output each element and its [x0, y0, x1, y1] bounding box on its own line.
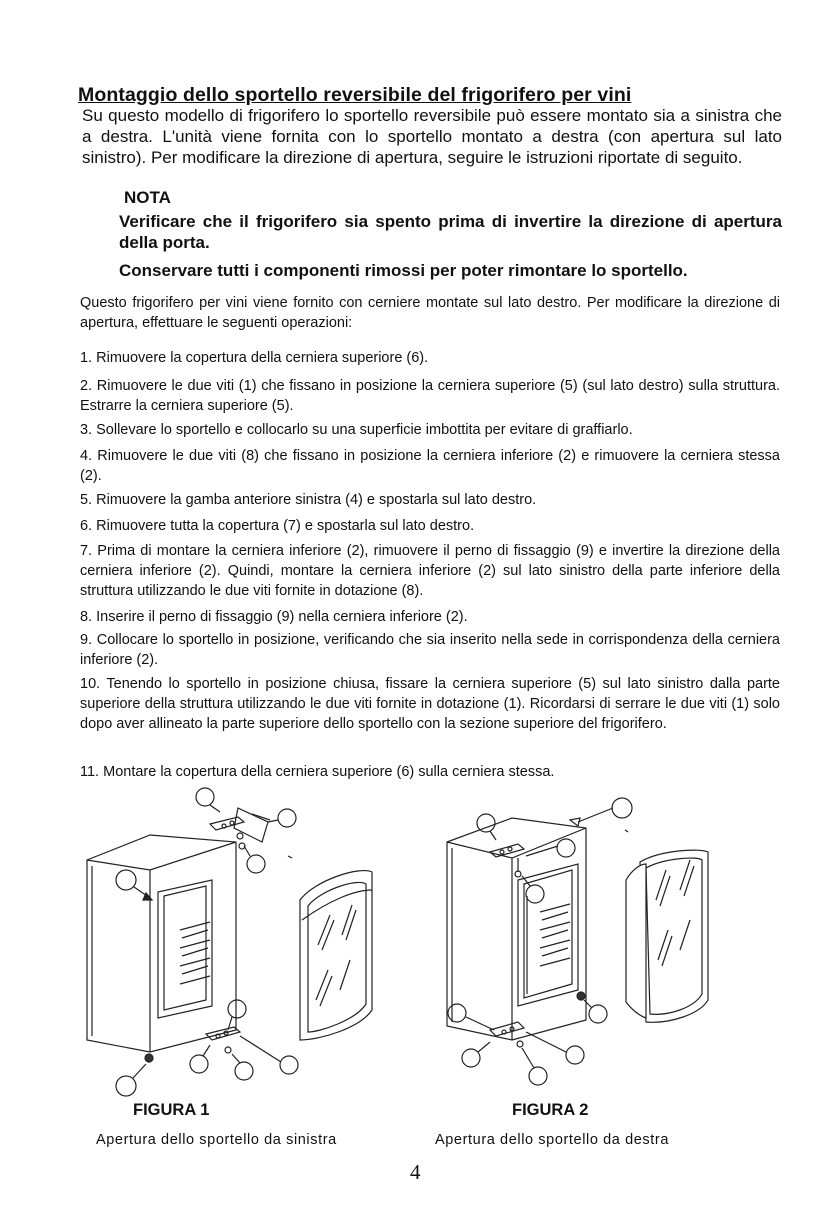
figure-2-label: FIGURA 2 [512, 1101, 589, 1119]
step-9: 9. Collocare lo sportello in posizione, verificando che sia inserito nella sede in corrispondenza della cerniera inferiore (2). [80, 632, 780, 668]
step-6: 6. Rimuovere tutta la copertura (7) e spostarla sul lato destro. [80, 518, 475, 534]
note-heading: NOTA [124, 188, 171, 207]
intro-paragraph: Su questo modello di frigorifero lo sportello reversibile può essere montato sia a sinistra che a destra. L'unità viene fornita con lo sportello montato a destra (con apertura sul lato sinistro). Per modificare la direzione di apertura, seguire le istruzioni riportate di seguito. [82, 106, 782, 167]
note-keep-parts: Conservare tutti i componenti rimossi per poter rimontare lo sportello. [119, 261, 688, 280]
step-11: 11. Montare la copertura della cerniera superiore (6) sulla cerniera stessa. [80, 764, 555, 780]
step-1: 1. Rimuovere la copertura della cerniera superiore (6). [80, 350, 429, 366]
instructions-intro: Questo frigorifero per vini viene fornito con cerniere montate sul lato destro. Per modificare la direzione di apertura, effettuare le seguenti operazioni: [80, 295, 780, 331]
page-title: Montaggio dello sportello reversibile del frigorifero per vini [78, 84, 632, 106]
step-5: 5. Rimuovere la gamba anteriore sinistra (4) e spostarla sul lato destro. [80, 492, 537, 508]
step-8: 8. Inserire il perno di fissaggio (9) nella cerniera inferiore (2). [80, 609, 468, 625]
figure-1-label: FIGURA 1 [133, 1101, 210, 1119]
step-10: 10. Tenendo lo sportello in posizione chiusa, fissare la cerniera superiore (5) sul lato sinistro dalla parte superiore della struttura utilizzando le due viti fornite in dotazione (1). Ricordarsi di serrare le due viti (1) solo dopo aver allineato la parte superiore dello sportello con la sezione superiore del frigorifero. [80, 676, 780, 732]
step-4: 4. Rimuovere le due viti (8) che fissano in posizione la cerniera inferiore (2) e rimuovere la cerniera stessa (2). [80, 448, 780, 484]
step-2: 2. Rimuovere le due viti (1) che fissano in posizione la cerniera superiore (5) (sul lato destro) sulla struttura. Estrarre la cerniera superiore (5). [80, 378, 780, 414]
step-7: 7. Prima di montare la cerniera inferiore (2), rimuovere il perno di fissaggio (9) e invertire la direzione della cerniera inferiore (2). Quindi, montare la cerniera inferiore (2) sul lato sinistro della parte inferiore della struttura utilizzando le due viti fornite in dotazione (8). [80, 543, 780, 599]
figure-1-caption: Apertura dello sportello da sinistra [96, 1132, 337, 1148]
step-3: 3. Sollevare lo sportello e collocarlo su una superficie imbottita per evitare di graffiarlo. [80, 422, 633, 438]
page-number: 4 [410, 1160, 421, 1184]
figure-2-caption: Apertura dello sportello da destra [435, 1132, 669, 1148]
note-warning: Verificare che il frigorifero sia spento prima di invertire la direzione di apertura della porta. [119, 212, 782, 252]
